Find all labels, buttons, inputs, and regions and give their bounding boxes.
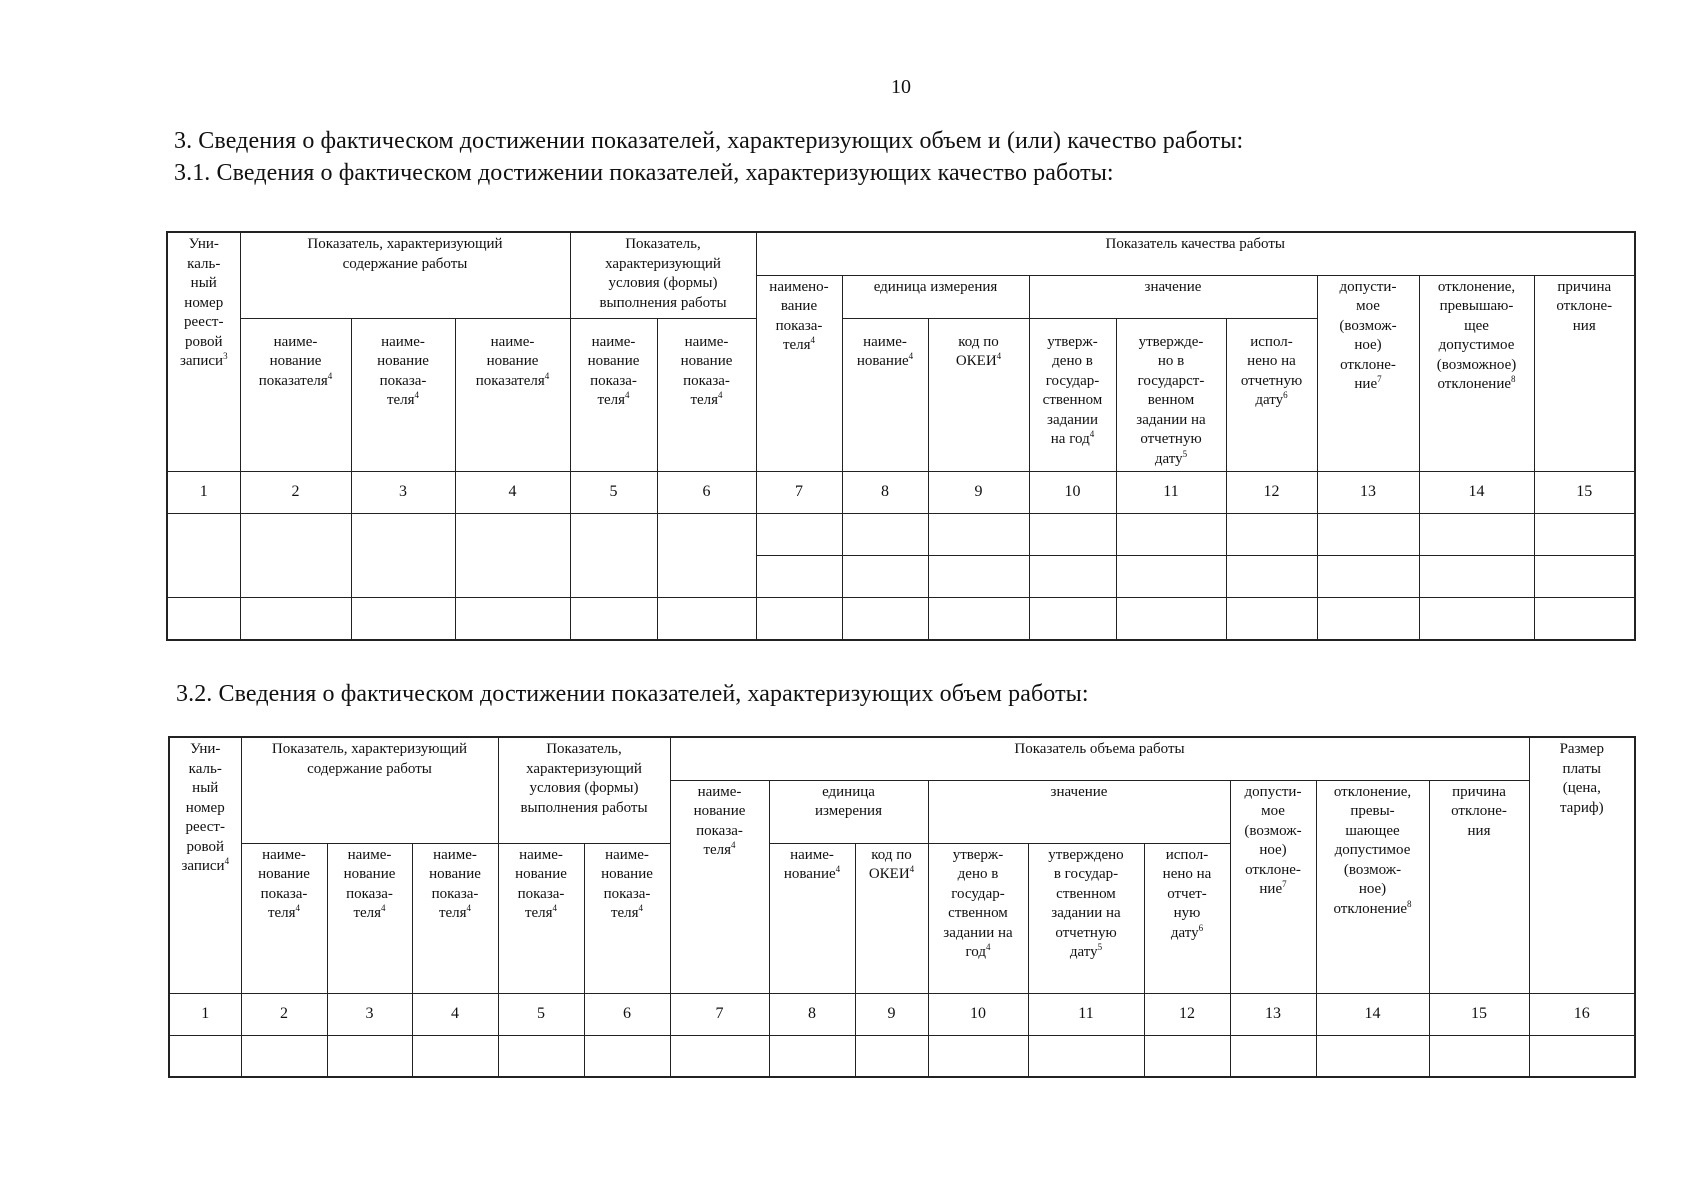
data-row: [169, 1035, 1635, 1077]
conditions-name-1: наиме- нование показа- теля$^4$: [498, 843, 584, 993]
empty-cell[interactable]: [167, 598, 240, 640]
approved-date-header: утвержде- но в государст- венном задании на отчетную дату$^5$: [1116, 318, 1226, 472]
content-indicator-header: Показатель, характеризующий содержание работы: [240, 232, 570, 318]
empty-cell[interactable]: [1116, 556, 1226, 598]
col-num: 16: [1529, 993, 1635, 1035]
content-name-1: наиме- нование показателя$^4$: [240, 318, 351, 472]
allowed-deviation-header: допусти- мое (возмож- ное) отклоне- ние$^7$: [1230, 780, 1316, 993]
uid-header: Уни- каль- ный номер реест- ровой записи$^3$: [167, 232, 240, 472]
col-num: 5: [498, 993, 584, 1035]
conditions-name-2: наиме- нование показа- теля$^4$: [584, 843, 670, 993]
empty-cell[interactable]: [1534, 556, 1635, 598]
empty-cell[interactable]: [1534, 598, 1635, 640]
empty-cell[interactable]: [842, 556, 928, 598]
quality-indicator-header: Показатель качества работы: [756, 232, 1635, 275]
approved-date-header: утверждено в государ- ственном задании на отчетную дату$^5$: [1028, 843, 1144, 993]
executed-header: испол- нено на отчет- ную дату$^6$: [1144, 843, 1230, 993]
exceeding-deviation-header: отклонение, превышаю- щее допустимое (возможное) отклонение$^8$: [1419, 275, 1534, 472]
col-num: 4: [412, 993, 498, 1035]
empty-cell[interactable]: [1029, 514, 1116, 556]
reason-header: причина отклоне- ния: [1429, 780, 1529, 993]
empty-cell[interactable]: [169, 1035, 241, 1077]
section-3-heading: 3. Сведения о фактическом достижении показателей, характеризующих объем и (или) качество работы:: [174, 128, 1244, 154]
empty-cell[interactable]: [1226, 598, 1317, 640]
empty-cell[interactable]: [928, 514, 1029, 556]
empty-cell[interactable]: [1419, 556, 1534, 598]
empty-cell[interactable]: [570, 514, 657, 598]
col-num: 3: [351, 472, 455, 514]
col-num: 15: [1534, 472, 1635, 514]
col-num: 1: [167, 472, 240, 514]
col-num: 8: [842, 472, 928, 514]
page-number: 10: [891, 76, 911, 98]
empty-cell[interactable]: [584, 1035, 670, 1077]
col-num: 2: [240, 472, 351, 514]
col-num: 12: [1226, 472, 1317, 514]
empty-cell[interactable]: [1529, 1035, 1635, 1077]
data-row: [167, 514, 1635, 556]
col-num: 2: [241, 993, 327, 1035]
conditions-indicator-header: Показатель, характеризующий условия (формы) выполнения работы: [498, 737, 670, 843]
data-row: [167, 598, 1635, 640]
volume-indicator-header: Показатель объема работы: [670, 737, 1529, 780]
col-num: 8: [769, 993, 855, 1035]
quality-name-header: наимено- вание показа- теля$^4$: [756, 275, 842, 472]
column-numbers-row: [167, 472, 1635, 514]
empty-cell[interactable]: [455, 598, 570, 640]
allowed-deviation-header: допусти- мое (возмож- ное) отклоне- ние$^7$: [1317, 275, 1419, 472]
empty-cell[interactable]: [351, 598, 455, 640]
empty-cell[interactable]: [769, 1035, 855, 1077]
empty-cell[interactable]: [240, 514, 351, 598]
col-num: 10: [928, 993, 1028, 1035]
empty-cell[interactable]: [1316, 1035, 1429, 1077]
empty-cell[interactable]: [498, 1035, 584, 1077]
col-num: 7: [756, 472, 842, 514]
empty-cell[interactable]: [756, 598, 842, 640]
unit-name-header: наиме- нование$^4$: [842, 318, 928, 472]
empty-cell[interactable]: [1116, 598, 1226, 640]
col-num: 15: [1429, 993, 1529, 1035]
empty-cell[interactable]: [928, 556, 1029, 598]
empty-cell[interactable]: [1317, 514, 1419, 556]
section-3-2-heading: 3.2. Сведения о фактическом достижении показателей, характеризующих объем работы:: [176, 681, 1089, 707]
col-num: 11: [1116, 472, 1226, 514]
col-num: 9: [928, 472, 1029, 514]
empty-cell[interactable]: [1226, 514, 1317, 556]
empty-cell[interactable]: [570, 598, 657, 640]
empty-cell[interactable]: [1226, 556, 1317, 598]
col-num: 10: [1029, 472, 1116, 514]
exceeding-deviation-header: отклонение, превы- шающее допустимое (возмож- ное) отклонение$^8$: [1316, 780, 1429, 993]
conditions-name-1: наиме- нование показа- теля$^4$: [570, 318, 657, 472]
volume-table: [168, 736, 1636, 1078]
empty-cell[interactable]: [842, 514, 928, 556]
empty-cell[interactable]: [756, 514, 842, 556]
empty-cell[interactable]: [928, 598, 1029, 640]
col-num: 11: [1028, 993, 1144, 1035]
okei-header: код по ОКЕИ$^4$: [928, 318, 1029, 472]
content-name-3: наиме- нование показа- теля$^4$: [412, 843, 498, 993]
empty-cell[interactable]: [1144, 1035, 1230, 1077]
col-num: 12: [1144, 993, 1230, 1035]
approved-year-header: утверж- дено в государ- ственном задании на год$^4$: [928, 843, 1028, 993]
content-name-2: наиме- нование показа- теля$^4$: [327, 843, 412, 993]
quality-table: [166, 231, 1636, 641]
reason-header: причина отклоне- ния: [1534, 275, 1635, 472]
section-3-1-heading: 3.1. Сведения о фактическом достижении показателей, характеризующих качество работы:: [174, 160, 1114, 186]
content-name-3: наиме- нование показателя$^4$: [455, 318, 570, 472]
content-indicator-header: Показатель, характеризующий содержание работы: [241, 737, 498, 843]
col-num: 13: [1230, 993, 1316, 1035]
empty-cell[interactable]: [1029, 556, 1116, 598]
unit-header: единица измерения: [769, 780, 928, 843]
col-num: 6: [584, 993, 670, 1035]
empty-cell[interactable]: [928, 1035, 1028, 1077]
executed-header: испол- нено на отчетную дату$^6$: [1226, 318, 1317, 472]
col-num: 14: [1419, 472, 1534, 514]
uid-header: Уни- каль- ный номер реест- ровой записи$^4$: [169, 737, 241, 993]
empty-cell[interactable]: [756, 556, 842, 598]
empty-cell[interactable]: [1230, 1035, 1316, 1077]
empty-cell[interactable]: [1317, 556, 1419, 598]
col-num: 3: [327, 993, 412, 1035]
fee-header: Размер платы (цена, тариф): [1529, 737, 1635, 993]
col-num: 13: [1317, 472, 1419, 514]
empty-cell[interactable]: [657, 598, 756, 640]
approved-year-header: утверж- дено в государ- ственном задании на год$^4$: [1029, 318, 1116, 472]
content-name-1: наиме- нование показа- теля$^4$: [241, 843, 327, 993]
empty-cell[interactable]: [1429, 1035, 1529, 1077]
empty-cell[interactable]: [1028, 1035, 1144, 1077]
empty-cell[interactable]: [855, 1035, 928, 1077]
col-num: 7: [670, 993, 769, 1035]
okei-header: код по ОКЕИ$^4$: [855, 843, 928, 993]
empty-cell[interactable]: [657, 514, 756, 598]
conditions-indicator-header: Показатель, характеризующий условия (формы) выполнения работы: [570, 232, 756, 318]
empty-cell[interactable]: [1317, 598, 1419, 640]
col-num: 6: [657, 472, 756, 514]
unit-header: единица измерения: [842, 275, 1029, 318]
empty-cell[interactable]: [455, 514, 570, 598]
empty-cell[interactable]: [670, 1035, 769, 1077]
empty-cell[interactable]: [241, 1035, 327, 1077]
col-num: 14: [1316, 993, 1429, 1035]
empty-cell[interactable]: [412, 1035, 498, 1077]
empty-cell[interactable]: [1419, 514, 1534, 556]
content-name-2: наиме- нование показа- теля$^4$: [351, 318, 455, 472]
empty-cell[interactable]: [842, 598, 928, 640]
col-num: 5: [570, 472, 657, 514]
empty-cell[interactable]: [1029, 598, 1116, 640]
col-num: 4: [455, 472, 570, 514]
col-num: 9: [855, 993, 928, 1035]
empty-cell[interactable]: [1419, 598, 1534, 640]
value-header: значение: [1029, 275, 1317, 318]
volume-name-header: наиме- нование показа- теля$^4$: [670, 780, 769, 993]
value-header: значение: [928, 780, 1230, 843]
empty-cell[interactable]: [351, 514, 455, 598]
empty-cell[interactable]: [1534, 514, 1635, 556]
empty-cell[interactable]: [327, 1035, 412, 1077]
empty-cell[interactable]: [167, 514, 240, 598]
empty-cell[interactable]: [240, 598, 351, 640]
column-numbers-row: [169, 993, 1635, 1035]
empty-cell[interactable]: [1116, 514, 1226, 556]
col-num: 1: [169, 993, 241, 1035]
conditions-name-2: наиме- нование показа- теля$^4$: [657, 318, 756, 472]
unit-name-header: наиме- нование$^4$: [769, 843, 855, 993]
